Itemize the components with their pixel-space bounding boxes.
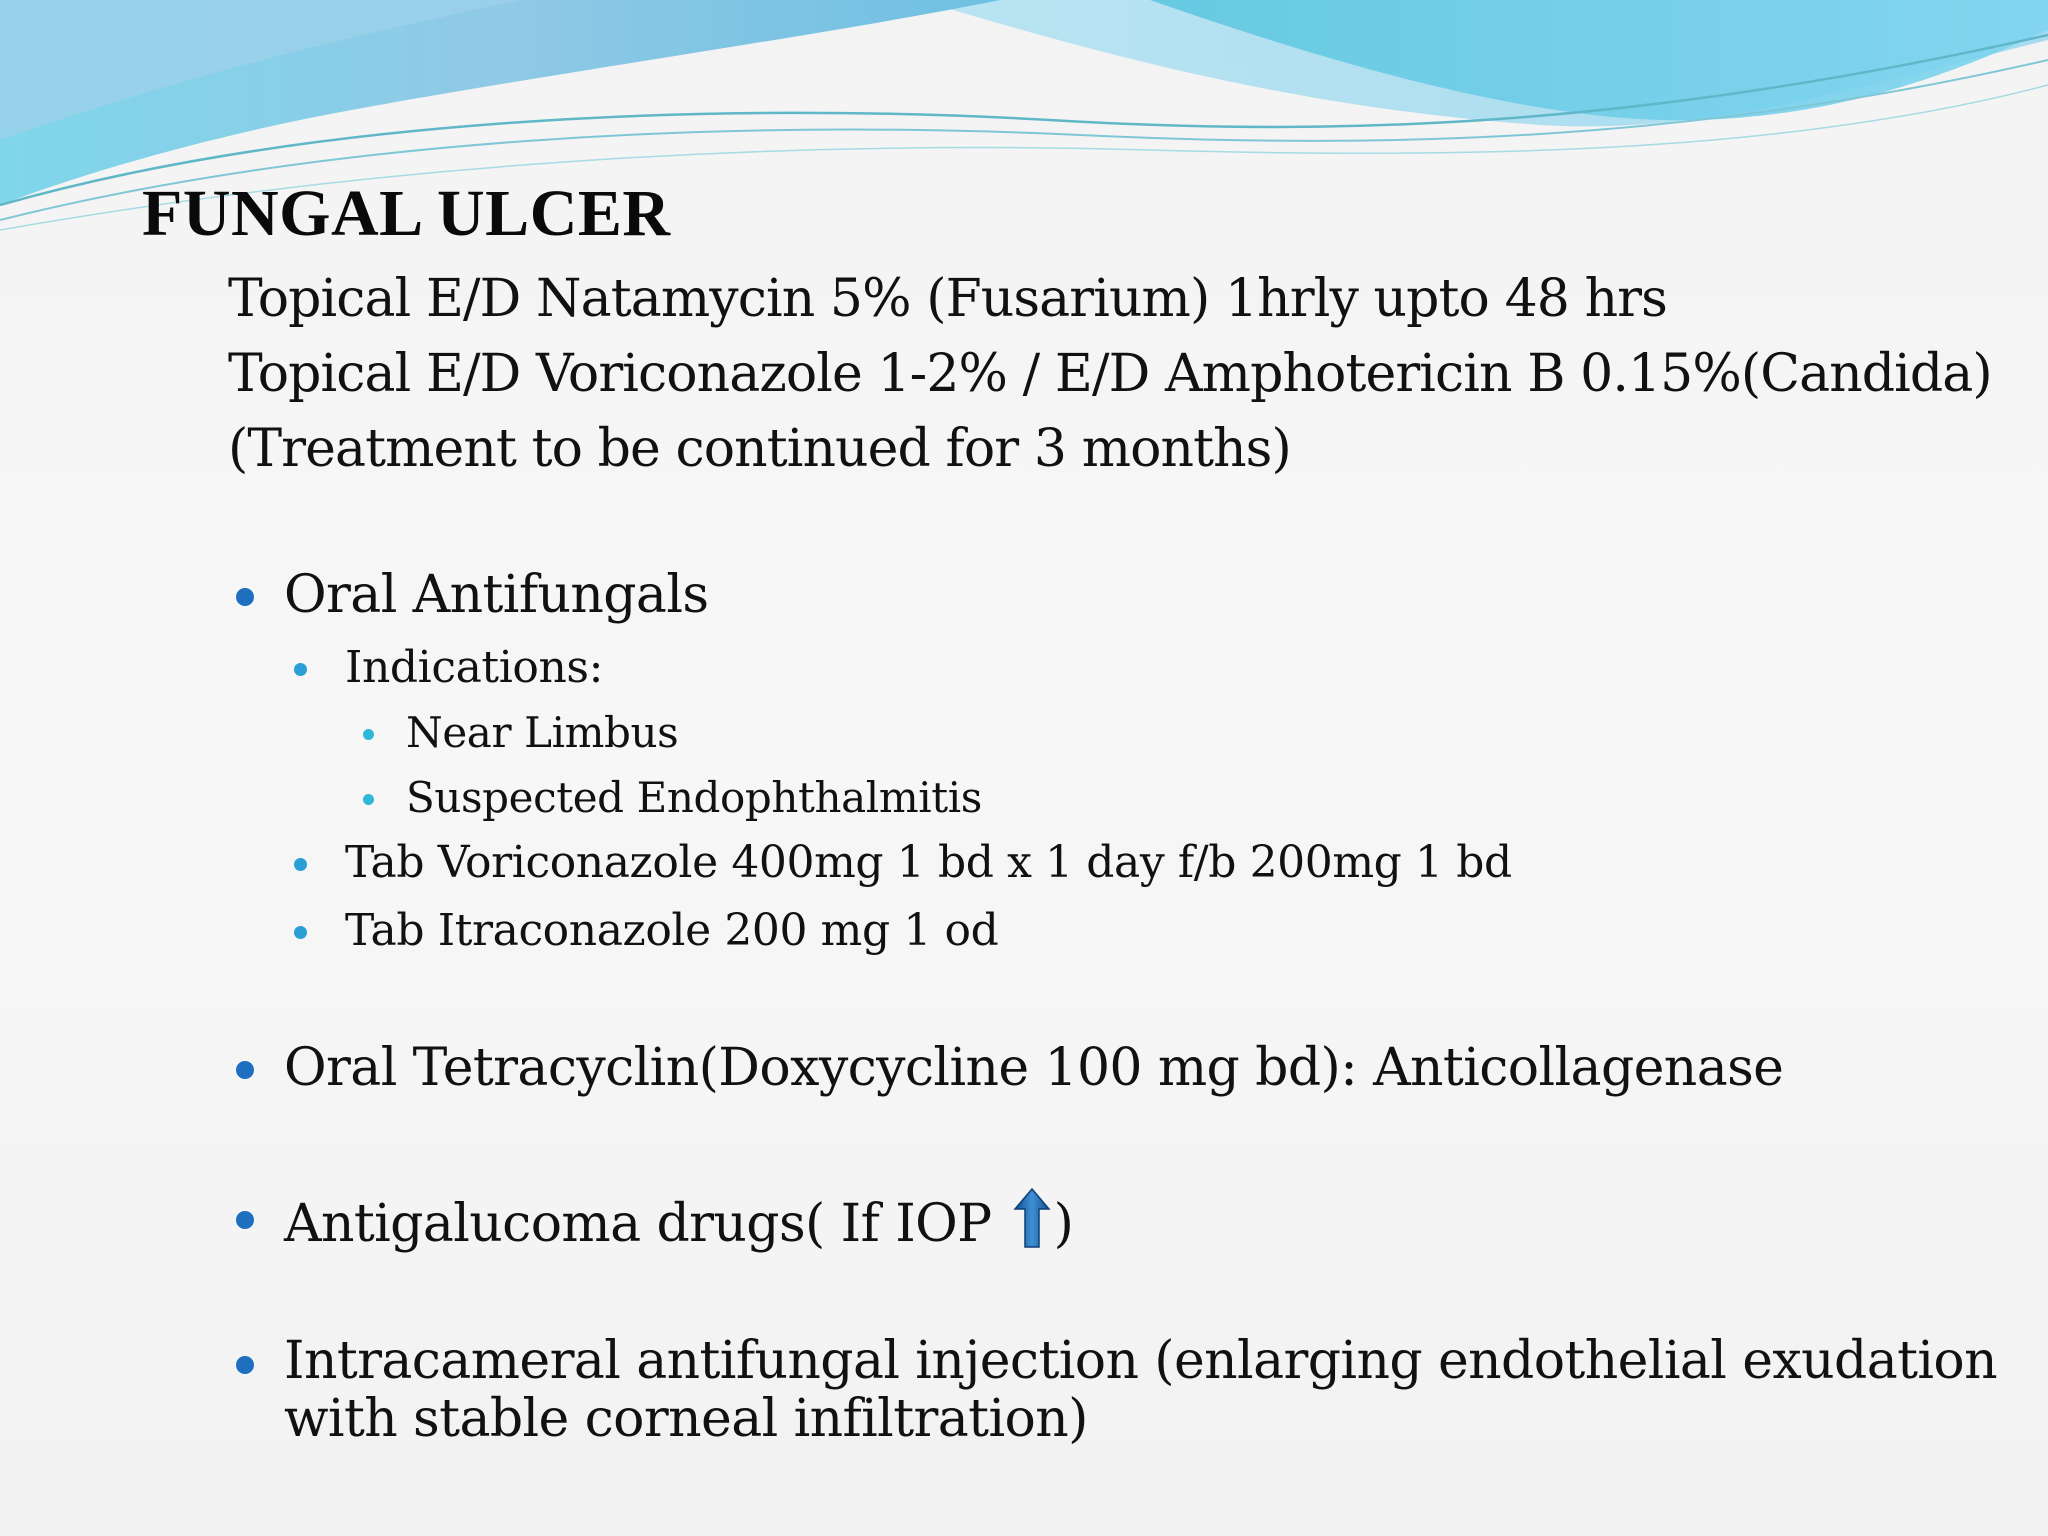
sub-bullet-voriconazole-tab xyxy=(345,836,1512,890)
bullet-dot xyxy=(236,1356,254,1374)
bullet-oral-antifungals xyxy=(284,564,708,626)
bullet-text-suffix: ) xyxy=(1053,1194,1074,1254)
sub-bullet-itraconazole-tab xyxy=(345,904,998,958)
sub-sub-bullet-dot xyxy=(363,729,374,740)
bullet-dot xyxy=(236,1061,254,1079)
sub-bullet-text: Tab Voriconazole 400mg 1 bd x 1 day f/b 200mg 1 bd xyxy=(345,837,1512,888)
bullet-text: Oral Antifungals xyxy=(284,565,709,625)
sub-sub-bullet-text: Near Limbus xyxy=(406,708,679,757)
bullet-text-prefix: Antigalucoma drugs( If IOP xyxy=(284,1194,992,1254)
sub-bullet-indications xyxy=(345,641,603,695)
bullet-text: Oral Tetracyclin(Doxycycline 100 mg bd): Anticollagenase xyxy=(284,1038,1784,1098)
intro-block xyxy=(228,262,1992,487)
sub-sub-bullet-dot xyxy=(363,794,374,805)
sub-bullet-dot xyxy=(294,926,307,939)
sub-sub-bullet-text: Suspected Endophthalmitis xyxy=(406,773,982,822)
bullet-intracameral-injection xyxy=(284,1332,1997,1448)
sub-sub-bullet-endophthalmitis xyxy=(406,772,982,824)
bullet-text-line-1: Intracameral antifungal injection (enlarging endothelial exudation xyxy=(284,1331,1998,1391)
sub-bullet-text: Tab Itraconazole 200 mg 1 od xyxy=(345,905,999,956)
sub-sub-bullet-near-limbus xyxy=(406,707,678,759)
bullet-dot xyxy=(236,588,254,606)
intro-line-natamycin: Topical E/D Natamycin 5% (Fusarium) 1hrly upto 48 hrs xyxy=(228,269,1667,329)
up-arrow-icon xyxy=(1012,1187,1052,1249)
sub-bullet-text: Indications: xyxy=(345,642,604,693)
sub-bullet-dot xyxy=(294,663,307,676)
intro-line-voriconazole: Topical E/D Voriconazole 1-2% / E/D Amphotericin B 0.15%(Candida) xyxy=(228,344,1992,404)
bullet-oral-tetracyclin xyxy=(284,1037,1783,1099)
slide-title: FUNGAL ULCER xyxy=(142,177,671,250)
bullet-dot xyxy=(236,1211,254,1229)
bullet-antiglaucoma xyxy=(284,1187,1073,1255)
intro-line-duration: (Treatment to be continued for 3 months) xyxy=(228,419,1291,479)
bullet-text-line-2: with stable corneal infiltration) xyxy=(284,1389,1088,1449)
sub-bullet-dot xyxy=(294,858,307,871)
